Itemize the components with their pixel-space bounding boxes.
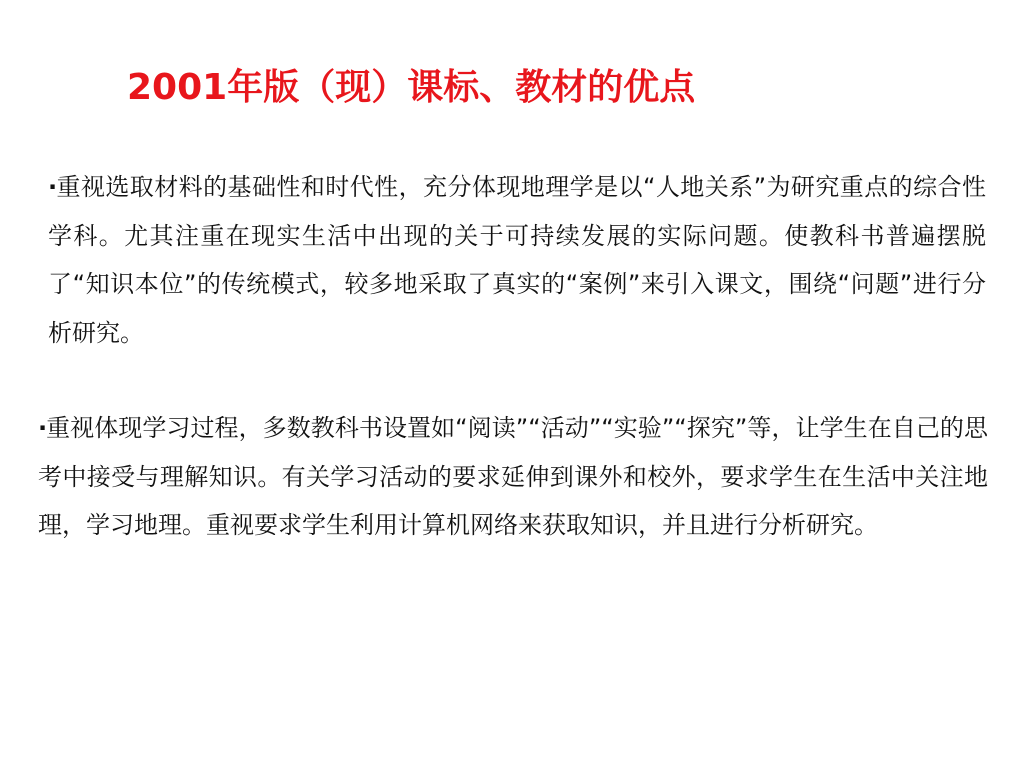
bullet-marker: · bbox=[38, 414, 48, 442]
slide-title: 2001年版（现）课标、教材的优点 bbox=[127, 67, 696, 108]
paragraph-advantage-2 bbox=[38, 404, 988, 550]
bullet-marker: · bbox=[48, 173, 58, 201]
paragraph-text: 重视选取材料的基础性和时代性，充分体现地理学是以“人地关系”为研究重点的综合性学科。尤其注重在现实生活中出现的关于可持续发展的实际问题。使教科书普遍摆脱了“知识本位”的传统模式，较多地采取了真实的“案例”来引入课文，围绕“问题”进行分析研究。 bbox=[48, 173, 986, 347]
paragraph-advantage-1 bbox=[48, 163, 986, 357]
paragraph-text: 重视体现学习过程，多数教科书设置如“阅读”“活动”“实验”“探究”等，让学生在自己的思考中接受与理解知识。有关学习活动的要求延伸到课外和校外，要求学生在生活中关注地理，学习地理。重视要求学生利用计算机网络来获取知识，并且进行分析研究。 bbox=[38, 414, 988, 539]
